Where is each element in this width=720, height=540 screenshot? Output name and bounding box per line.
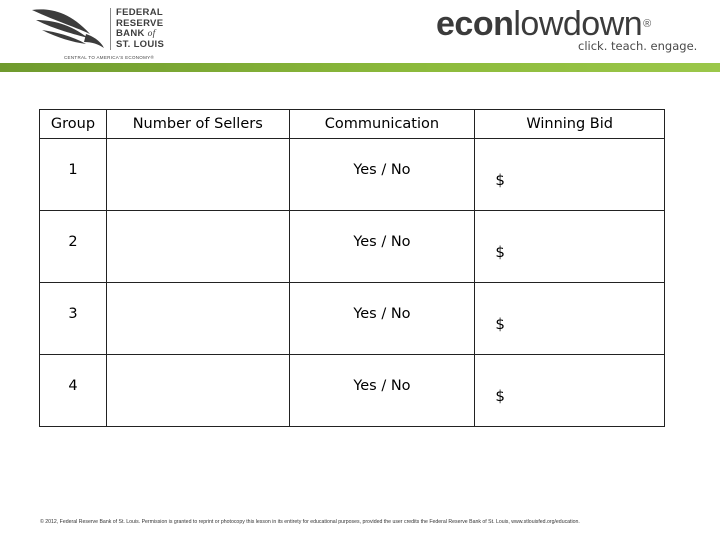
sellers-cell[interactable] [106,355,289,427]
header-accent-bar [0,63,720,72]
header [0,0,720,74]
lowdown-word: lowdown [513,5,643,43]
frb-line-3: BANK of [116,28,156,39]
table-row [40,355,665,427]
winning-bid-cell[interactable] [475,211,665,283]
communication-cell[interactable]: Yes / No [289,283,475,355]
frb-line-1: FEDERAL [116,7,163,18]
winning-bid-cell[interactable] [475,355,665,427]
dollar-sign: $ [495,315,505,333]
eagle-icon [28,4,106,50]
group-cell: 2 [40,211,107,283]
frb-line-4: ST. LOUIS [116,38,165,50]
frb-logo[interactable] [28,4,178,62]
group-cell: 3 [40,283,107,355]
auction-results-table [39,109,665,427]
econlowdown-wordmark [436,6,651,42]
group-cell: 4 [40,355,107,427]
table-row [40,283,665,355]
communication-cell[interactable]: Yes / No [289,211,475,283]
sellers-cell[interactable] [106,211,289,283]
econlowdown-logo[interactable] [436,6,720,56]
table-row [40,211,665,283]
header-winning-bid: Winning Bid [475,110,665,139]
communication-cell[interactable]: Yes / No [289,139,475,211]
sellers-cell[interactable] [106,139,289,211]
dollar-sign: $ [495,387,505,405]
dollar-sign: $ [495,243,505,261]
header-group: Group [40,110,107,139]
winning-bid-cell[interactable] [475,139,665,211]
table-row [40,139,665,211]
frb-wordmark [116,8,178,50]
logo-divider [110,8,111,50]
communication-cell[interactable]: Yes / No [289,355,475,427]
econ-word: econ [436,5,514,43]
sellers-cell[interactable] [106,283,289,355]
dollar-sign: $ [495,171,505,189]
winning-bid-cell[interactable] [475,283,665,355]
copyright-footer: © 2012, Federal Reserve Bank of St. Louis. Permission is granted to reprint or photocopy this lesson in its entirety for educational purposes, provided the user credits the Federal Reserve Bank of St. Louis, www.stlouisfed.org/education. [40,519,580,525]
econlowdown-tagline: click. teach. engage. [578,39,698,53]
table-header-row [40,110,665,139]
frb-tagline: CENTRAL TO AMERICA'S ECONOMY® [64,55,155,60]
group-cell: 1 [40,139,107,211]
registered-mark: ® [643,18,651,30]
header-communication: Communication [289,110,475,139]
frb-line-2: RESERVE [116,17,164,29]
header-number-of-sellers: Number of Sellers [106,110,289,139]
